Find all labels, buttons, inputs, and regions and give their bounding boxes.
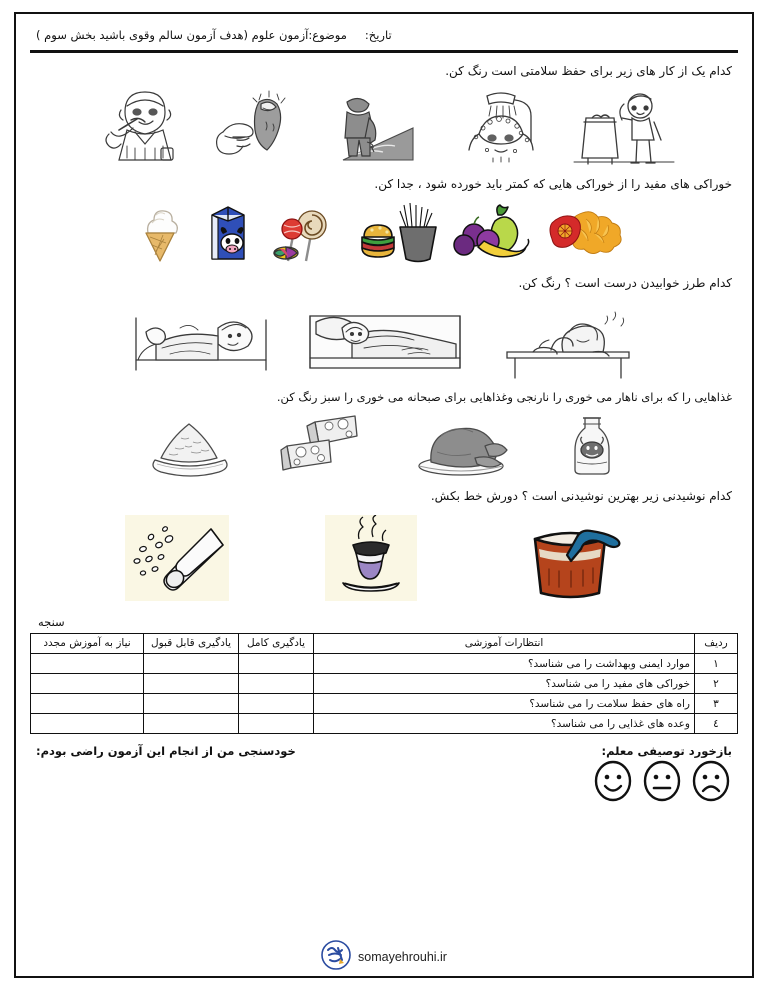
neutral-face-icon[interactable]: [641, 760, 683, 806]
question-1: [30, 62, 738, 166]
site-footer: [0, 940, 768, 974]
question-4: [30, 389, 738, 478]
sanje-label-wrap: [30, 615, 738, 629]
cell-full-learning[interactable]: [239, 674, 314, 694]
row-number: ٢: [695, 674, 738, 694]
column-header-radif: ردیف: [695, 634, 738, 654]
image-lollipops-candy: [266, 203, 340, 265]
cell-needs-reteaching[interactable]: [31, 654, 144, 674]
question-2-text: خوراکی های مفید را از خوراکی هایی که کمتر باید خورده شود ، جدا کن.: [374, 177, 732, 191]
image-child-sleeping-in-bed: [302, 298, 467, 380]
column-header-expectations: انتظارات آموزشی: [314, 634, 695, 654]
image-burger-and-fries: [346, 201, 442, 265]
sanje-label: سنجه: [38, 615, 65, 630]
image-ice-cream-cone: [130, 199, 190, 265]
row-expectation: موارد ایمنی وبهداشت را می شناسد؟: [314, 654, 695, 674]
image-child-sleeping-on-desk: [493, 300, 643, 380]
cell-acceptable-learning[interactable]: [144, 674, 239, 694]
image-chips-bag: [546, 203, 638, 265]
cell-acceptable-learning[interactable]: [144, 654, 239, 674]
column-header-full-learning: یادگیری کامل: [239, 634, 314, 654]
image-cheese-wedges: [279, 412, 365, 478]
table-row: [31, 654, 738, 674]
cell-acceptable-learning[interactable]: [144, 694, 239, 714]
question-1-images: [30, 86, 738, 166]
cell-needs-reteaching[interactable]: [31, 714, 144, 734]
assessment-table: [30, 633, 738, 734]
image-child-littering-in-water: [317, 88, 429, 166]
cell-full-learning[interactable]: [239, 654, 314, 674]
column-header-needs-reteaching: نیاز به آموزش مجدد: [31, 634, 144, 654]
row-number: ٣: [695, 694, 738, 714]
image-fruits-plums-pear-banana: [448, 203, 540, 265]
question-3: [30, 274, 738, 380]
cell-needs-reteaching[interactable]: [31, 674, 144, 694]
image-glass-of-water-splash: [125, 515, 229, 601]
row-expectation: وعده های غذایی را می شناسد؟: [314, 714, 695, 734]
self-assessment-faces: [30, 760, 738, 806]
image-child-sleeping-on-side: [126, 298, 276, 380]
image-girl-brushing-teeth: [91, 86, 197, 166]
cell-acceptable-learning[interactable]: [144, 714, 239, 734]
question-4-text: غذاهایی را که برای ناهار می خوری را نارنجی وغذاهایی برای صبحانه می خوری را سبز رنگ کن.: [276, 390, 732, 404]
image-milk-bottle: [557, 412, 627, 478]
table-row: [31, 714, 738, 734]
image-milk-carton: [196, 201, 260, 265]
cell-full-learning[interactable]: [239, 694, 314, 714]
row-number: ١: [695, 654, 738, 674]
image-glass-of-juice-with-straw: [513, 515, 643, 601]
image-roast-chicken: [405, 414, 517, 478]
question-1-text: کدام یک از کار های زیر برای حفظ سلامتی است رنگ کن.: [445, 64, 732, 78]
somayeh-rouhi-logo-icon: [321, 940, 351, 974]
self-assessment-label: خودسنجی من از انجام این آزمون راضی بودم:: [36, 744, 296, 759]
table-row: [31, 694, 738, 714]
sad-face-icon[interactable]: [690, 760, 732, 806]
row-number: ٤: [695, 714, 738, 734]
image-boy-throwing-trash: [566, 88, 678, 166]
worksheet-header: [30, 22, 738, 53]
question-3-images: [30, 298, 738, 380]
table-row: [31, 674, 738, 694]
row-expectation: راه های حفظ سلامت را می شناسد؟: [314, 694, 695, 714]
question-5: [30, 487, 738, 601]
question-5-images: [30, 515, 738, 601]
subject-line: موضوع:آزمون علوم (هدف آزمون سالم وقوی باشید بخش سوم ): [36, 28, 347, 42]
image-girl-washing-hair-shower: [435, 88, 560, 166]
feedback-row: [30, 744, 738, 758]
table-header-row: [31, 634, 738, 654]
date-label: تاریخ:: [364, 28, 392, 42]
row-expectation: خوراکی های مفید را می شناسد؟: [314, 674, 695, 694]
teacher-feedback-label: بازخورد توصیفی معلم:: [601, 744, 732, 759]
image-cup-of-tea: [325, 515, 417, 601]
image-person-pouring-drink-into-mouth: [203, 88, 311, 166]
column-header-acceptable-learning: یادگیری قابل قبول: [144, 634, 239, 654]
question-4-images: [30, 412, 738, 478]
question-2: [30, 175, 738, 265]
question-3-text: کدام طرز خوابیدن درست است ؟ رنگ کن.: [518, 276, 732, 290]
happy-face-icon[interactable]: [592, 760, 634, 806]
cell-full-learning[interactable]: [239, 714, 314, 734]
cell-needs-reteaching[interactable]: [31, 694, 144, 714]
image-rice-plate: [141, 414, 239, 478]
question-5-text: کدام نوشیدنی زیر بهترین نوشیدنی است ؟ دورش خط بکش.: [430, 489, 732, 504]
question-2-images: [30, 199, 738, 265]
footer-site-name: somayehrouhi.ir: [358, 950, 447, 964]
